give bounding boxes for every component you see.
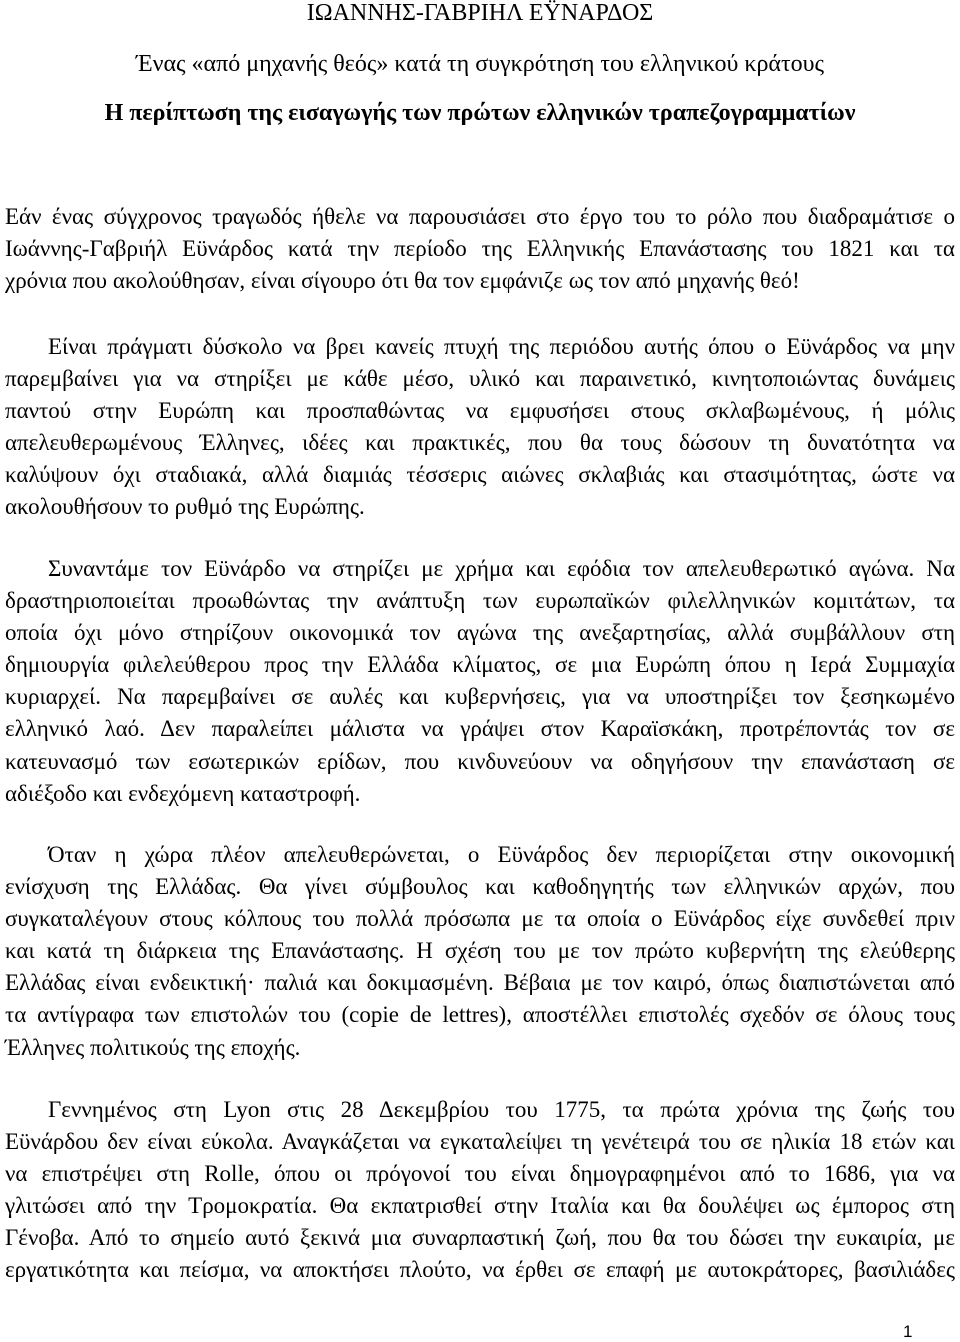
document-subtitle: Η περίπτωση της εισαγωγής των πρώτων ελληνικών τραπεζογραμματίων <box>104 100 856 126</box>
paragraph-line: Όταν η χώρα πλέον απελευθερώνεται, ο Εϋνάρδος δεν περιορίζεται στην οικονομική <box>48 842 955 867</box>
paragraph <box>5 201 955 297</box>
paragraph-line: χρόνια που ακολούθησαν, είναι σίγουρο ότι θα τον εμφάνιζε ως τον από μηχανής θεό! <box>5 268 800 294</box>
paragraph-line: δραστηριοποιείται προωθώντας την ανάπτυξη των ευρωπαϊκών φιλελληνικών κομιτάτων, τα <box>5 588 955 614</box>
paragraph <box>5 331 955 524</box>
document-title: Ένας «από μηχανής θεός» κατά τη συγκρότηση του ελληνικού κράτους <box>135 51 825 77</box>
paragraph-line: τα αντίγραφα των επιστολών του (copie de lettres), αποστέλλει επιστολές σχεδόν σε όλους τους <box>5 1002 955 1028</box>
paragraph-line: εργατικότητα και πείσμα, να αποκτήσει πλούτο, να έρθει σε επαφή με αυτοκράτορες, βασιλιάδες <box>5 1257 955 1283</box>
paragraph-line: παντού στην Ευρώπη και προσπαθώντας να εμφυσήσει στους σκλαβωμένους, ή μόλις <box>5 398 955 424</box>
paragraph-line: ενίσχυση της Ελλάδας. Θα γίνει σύμβουλος και καθοδηγητής των ελληνικών αρχών, που <box>5 874 955 900</box>
paragraph-line: Έλληνες πολιτικούς της εποχής. <box>5 1034 301 1060</box>
paragraph-line: αδιέξοδο και ενδεχόμενη καταστροφή. <box>5 780 361 806</box>
paragraph-line: κατευνασμό των εσωτερικών ερίδων, που κινδυνεύουν να οδηγήσουν την επανάσταση σε <box>5 748 955 774</box>
paragraph-line: απελευθερωμένους Έλληνες, ιδέες και πρακτικές, που θα τους δώσουν τη δυνατότητα να <box>5 430 955 456</box>
document-heading: ΙΩΑΝΝΗΣ-ΓΑΒΡΙΗΛ ΕΫΝΑΡΔΟΣ <box>306 0 654 26</box>
paragraph-line: παρεμβαίνει για να στηρίξει με κάθε μέσο, υλικό και παραινετικό, κινητοποιώντας δυνάμεις <box>5 366 955 392</box>
paragraph-line: και κατά τη διάρκεια της Επανάστασης. Η σχέση του με τον πρώτο κυβερνήτη της ελεύθερης <box>5 938 955 964</box>
paragraph-line: Εάν ένας σύγχρονος τραγωδός ήθελε να παρουσιάσει στο έργο του το ρόλο που διαδραμάτισε ο <box>5 204 955 229</box>
paragraph-line: ακολουθήσουν το ρυθμό της Ευρώπης. <box>5 494 365 520</box>
paragraph-line: συγκαταλέγουν στους κόλπους του πολλά πρόσωπα με τα οποία ο Εϋνάρδος είχε συνδεθεί πριν <box>5 906 955 932</box>
paragraph-line: Συναντάμε τον Εϋνάρδο να στηρίζει με χρήμα και εφόδια τον απελευθερωτικό αγώνα. Να <box>48 556 955 581</box>
paragraph-line: Είναι πράγματι δύσκολο να βρει κανείς πτυχή της περιόδου αυτής όπου ο Εϋνάρδος να μην <box>48 334 955 359</box>
paragraph-line: ελληνικό λαό. Δεν παραλείπει μάλιστα να γράψει στον Καραϊσκάκη, προτρέποντάς τον σε <box>5 716 955 742</box>
paragraph-line: Ιωάννης-Γαβριήλ Εϋνάρδος κατά την περίοδο της Ελληνικής Επανάστασης του 1821 και τα <box>5 236 955 262</box>
paragraph <box>5 1094 955 1287</box>
paragraph <box>5 839 955 1064</box>
paragraph-line: να επιστρέψει στη Rolle, όπου οι πρόγονοί του είναι δημογραφημένοι από το 1686, για να <box>5 1161 955 1187</box>
paragraph-line: Ελλάδας είναι ενδεικτική· παλιά και δοκιμασμένη. Βέβαια με τον καιρό, όπως διαπιστώνεται από <box>5 970 955 996</box>
paragraph-line: Γένοβα. Από το σημείο αυτό ξεκινά μια συναρπαστική ζωή, που θα του δώσει την ευκαιρία, με <box>5 1225 955 1251</box>
paragraph-line: Γεννημένος στη Lyon στις 28 Δεκεμβρίου του 1775, τα πρώτα χρόνια της ζωής του <box>48 1097 955 1122</box>
paragraph-line: καλύψουν όχι σταδιακά, αλλά διαμιάς τέσσερις αιώνες σκλαβιάς και στασιμότητας, ώστε να <box>5 462 955 488</box>
paragraph-line: οποία όχι μόνο στηρίζουν οικονομικά τον αγώνα της ανεξαρτησίας, αλλά συμβάλλουν στη <box>5 620 955 646</box>
paragraph-line: Εϋνάρδου δεν είναι εύκολα. Αναγκάζεται να εγκαταλείψει τη γενέτειρά του σε ηλικία 18 ετών και <box>5 1129 955 1155</box>
paragraph-line: κυριαρχεί. Να παρεμβαίνει σε αυλές και κυβερνήσεις, για να υποστηρίξει τον ξεσηκωμένο <box>5 684 955 710</box>
paragraph-line: γλιτώσει από την Τρομοκρατία. Θα εκπατρισθεί στην Ιταλία και θα δουλέψει ως έμπορος στη <box>5 1193 955 1219</box>
paragraph-line: δημιουργία φιλελεύθερου προς την Ελλάδα κλίματος, σε μια Ευρώπη όπου η Ιερά Συμμαχία <box>5 652 955 678</box>
paragraph <box>5 553 955 810</box>
page-number: 1 <box>903 1322 913 1341</box>
